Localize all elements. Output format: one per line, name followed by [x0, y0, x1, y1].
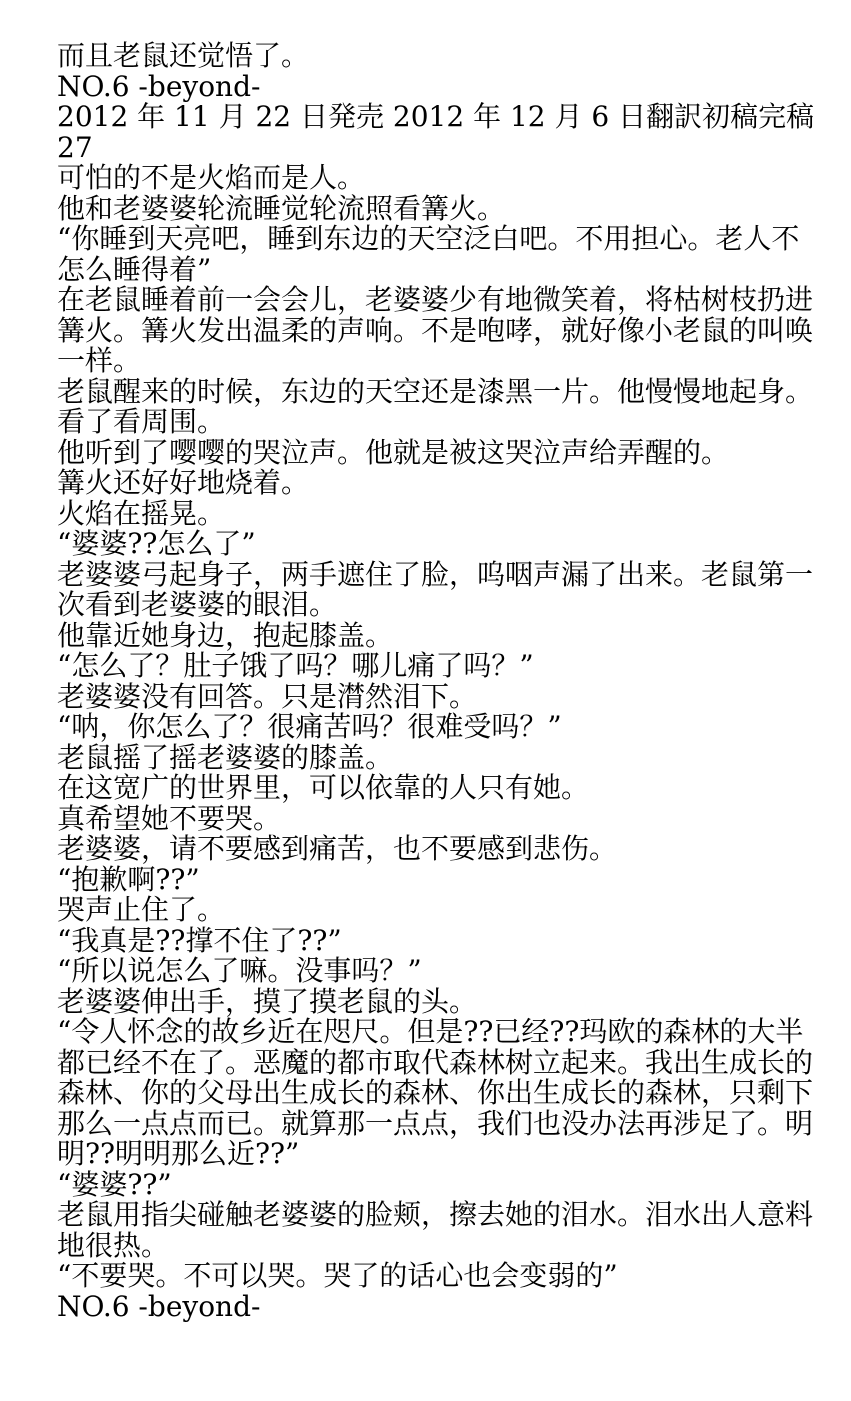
- text-line: “不要哭。不可以哭。哭了的话心也会变弱的”: [57, 1259, 618, 1292]
- text-line: 哭声止住了。: [57, 893, 226, 926]
- text-line: “婆婆??”: [57, 1167, 172, 1201]
- text-line: 老鼠醒来的时候，东边的天空还是漆黑一片。他慢慢地起身。: [57, 374, 814, 408]
- text-line: 真希望她不要哭。: [57, 801, 282, 835]
- text-line: 27: [57, 130, 93, 164]
- text-line: NO.6 -beyond-: [57, 69, 261, 103]
- text-line: 地很热。: [57, 1228, 170, 1262]
- text-line: 那么一点点而已。就算那一点点，我们也没办法再涉足了。明: [57, 1106, 814, 1140]
- text-line: 篝火。篝火发出温柔的声响。不是咆哮，就好像小老鼠的叫唤: [57, 313, 814, 347]
- text-line: 他和老婆婆轮流睡觉轮流照看篝火。: [57, 191, 506, 225]
- text-line: “婆婆??怎么了”: [57, 527, 256, 560]
- text-line: 老鼠摇了摇老婆婆的膝盖。: [57, 740, 394, 774]
- text-line: 明??明明那么近??”: [57, 1137, 300, 1170]
- text-line: 在这宽广的世界里，可以依靠的人只有她。: [57, 771, 590, 804]
- text-line: 他靠近她身边，抱起膝盖。: [57, 618, 394, 652]
- text-line: 一样。: [57, 344, 142, 377]
- text-line: 在老鼠睡着前一会会儿，老婆婆少有地微笑着，将枯树枝扔进: [57, 283, 814, 316]
- text-line: 可怕的不是火焰而是人。: [57, 161, 366, 194]
- text-line: “令人怀念的故乡近在咫尺。但是??已经??玛欧的森林的大半: [57, 1015, 804, 1048]
- document-body: [57, 41, 837, 1322]
- text-line: 老婆婆伸出手，摸了摸老鼠的头。: [57, 984, 478, 1018]
- text-line: 老婆婆没有回答。只是潸然泪下。: [57, 679, 478, 713]
- text-line: “怎么了？肚子饿了吗？哪儿痛了吗？”: [57, 649, 534, 682]
- text-line: “呐，你怎么了？很痛苦吗？很难受吗？”: [57, 710, 562, 743]
- text-line: “我真是??撑不住了??”: [57, 923, 342, 957]
- text-line: 火焰在摇晃。: [57, 496, 226, 530]
- text-line: NO.6 -beyond-: [57, 1289, 261, 1323]
- text-line: 森林、你的父母出生成长的森林、你出生成长的森林，只剩下: [57, 1076, 814, 1109]
- text-line: 老婆婆，请不要感到痛苦，也不要感到悲伤。: [57, 832, 618, 865]
- text-line: 老婆婆弓起身子，两手遮住了脸，呜咽声漏了出来。老鼠第一: [57, 557, 814, 591]
- text-line: 都已经不在了。恶魔的都市取代森林树立起来。我出生成长的: [57, 1045, 814, 1079]
- text-line: 篝火还好好地烧着。: [57, 466, 310, 499]
- text-line: 2012 年 11 月 22 日発売 2012 年 12 月 6 日翻訳初稿完稿: [57, 100, 815, 133]
- text-line: 他听到了嘤嘤的哭泣声。他就是被这哭泣声给弄醒的。: [57, 435, 730, 469]
- text-line: 怎么睡得着”: [57, 252, 212, 286]
- text-line: 看了看周围。: [57, 405, 226, 438]
- text-line: 次看到老婆婆的眼泪。: [57, 588, 338, 621]
- text-line: 老鼠用指尖碰触老婆婆的脸颊，擦去她的泪水。泪水出人意料: [57, 1198, 814, 1231]
- text-line: “所以说怎么了嘛。没事吗？”: [57, 954, 422, 987]
- text-line: 而且老鼠还觉悟了。: [57, 39, 310, 72]
- text-line: “你睡到天亮吧，睡到东边的天空泛白吧。不用担心。老人不: [57, 222, 800, 255]
- text-line: “抱歉啊??”: [57, 862, 200, 896]
